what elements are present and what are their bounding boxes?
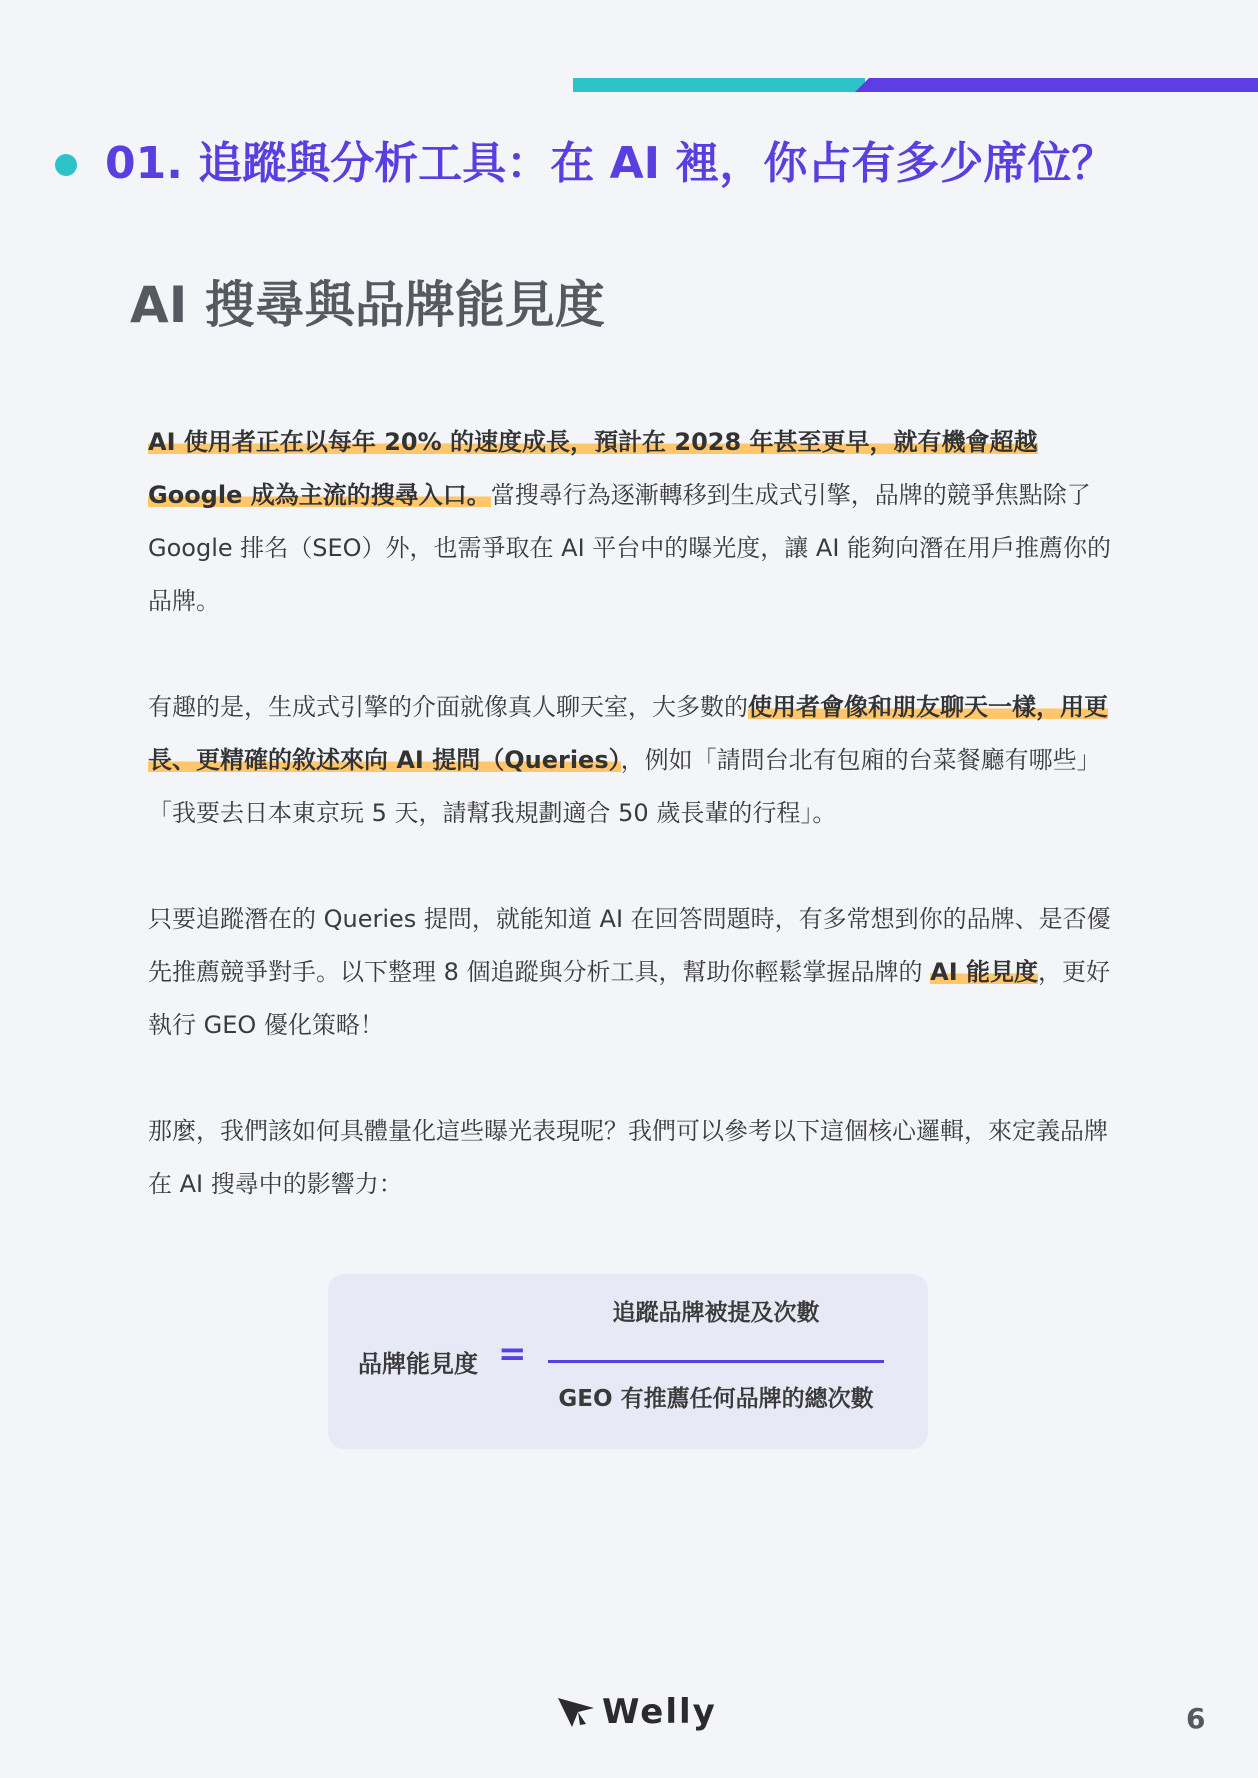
paragraph-text: 只要追蹤潛在的 Queries 提問，就能知道 AI 在回答問題時，有多常想到你的品牌、是否優先推薦競爭對手。以下整理 8 個追蹤與分析工具，幫助你輕鬆掌握品牌的	[148, 905, 1111, 986]
page-subtitle: AI 搜尋與品牌能見度	[130, 276, 605, 334]
formula-denominator: GEO 有推薦任何品牌的總次數	[558, 1386, 874, 1412]
highlight-text: 使用者會像和朋友聊天一樣，用更長、更精確的敘述來向 AI 提問（Queries）	[148, 693, 1108, 774]
formula-numerator: 追蹤品牌被提及次數	[612, 1300, 820, 1326]
formula-equals-sign: =	[498, 1334, 527, 1374]
paragraph-text: 有趣的是，生成式引擎的介面就像真人聊天室，大多數的	[148, 693, 748, 721]
highlight-text: AI 能見度	[930, 958, 1039, 986]
paragraph-2	[148, 681, 1112, 840]
header-accent-bar-purple	[855, 78, 1258, 92]
article-body	[148, 416, 1112, 1264]
section-bullet-icon	[55, 154, 77, 176]
formula-fraction-line	[548, 1360, 884, 1363]
paragraph-text: 當搜尋行為逐漸轉移到生成式引擎，品牌的競爭焦點除了 Google 排名（SEO）外，也需爭取在 AI 平台中的曝光度，讓 AI 能夠向潛在用戶推薦你的品牌。	[148, 481, 1112, 615]
section-title: 01. 追蹤與分析工具：在 AI 裡，你占有多少席位？	[105, 138, 1116, 189]
paragraph-1	[148, 416, 1112, 628]
header-accent-bar-teal	[573, 78, 865, 92]
logo-text: Welly	[602, 1692, 717, 1732]
welly-logo-mark-icon	[556, 1694, 596, 1730]
highlight-text: AI 使用者正在以每年 20% 的速度成長，預計在 2028 年甚至更早，就有機會超越 Google 成為主流的搜尋入口。	[148, 428, 1038, 509]
paragraph-text: ，例如「請問台北有包廂的台菜餐廳有哪些」「我要去日本東京玩 5 天，請幫我規劃適合 50 歲長輩的行程」。	[148, 746, 1101, 827]
formula-box	[328, 1274, 928, 1449]
paragraph-4: 那麼，我們該如何具體量化這些曝光表現呢？我們可以參考以下這個核心邏輯，來定義品牌在 AI 搜尋中的影響力：	[148, 1117, 1108, 1198]
welly-logo	[556, 1692, 717, 1732]
paragraph-text: ，更好執行 GEO 優化策略！	[148, 958, 1111, 1039]
formula-label: 品牌能見度	[358, 1350, 478, 1378]
paragraph-3	[148, 893, 1112, 1052]
page-number: 6	[1186, 1702, 1206, 1735]
